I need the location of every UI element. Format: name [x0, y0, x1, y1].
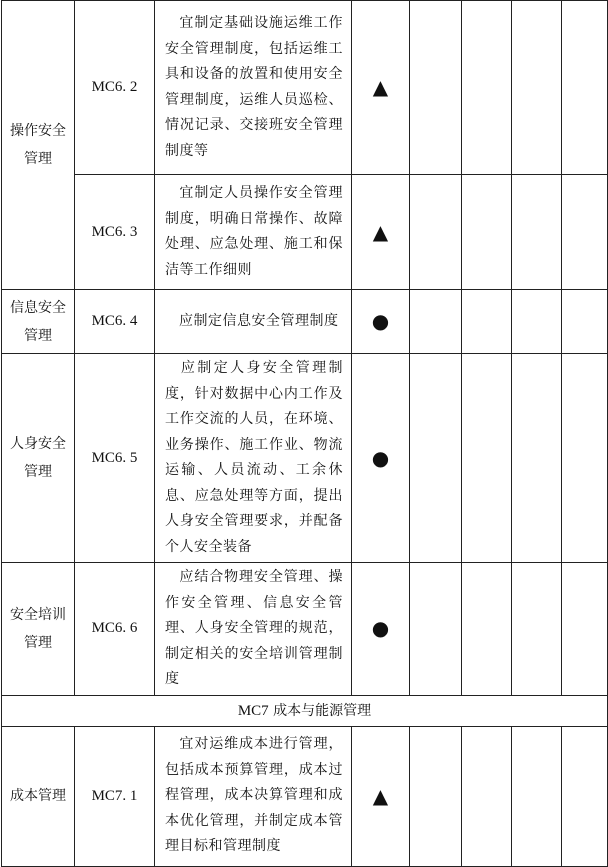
empty-cell	[462, 175, 512, 290]
empty-cell	[512, 1, 562, 175]
empty-cell	[410, 1, 462, 175]
description-cell	[155, 1, 352, 175]
description-cell	[155, 290, 352, 354]
description-text: 应制定人身安全管理制度，针对数据中心内工作及工作交流的人员，在环境、业务操作、施工作业、物流运输、人员流动、工余休息、应急处理等方面，提出人身安全管理要求，并配备个人安全装备	[165, 360, 343, 555]
table-row	[2, 354, 608, 563]
empty-cell	[512, 726, 562, 866]
table-row	[2, 563, 608, 696]
table-row	[2, 175, 608, 290]
category-cell: 信息安全管理	[2, 290, 75, 354]
empty-cell	[562, 175, 608, 290]
empty-cell	[410, 175, 462, 290]
mark-triangle-icon: ▲	[352, 726, 410, 866]
mark-circle-icon: ●	[352, 563, 410, 696]
standards-table	[1, 0, 608, 867]
empty-cell	[462, 290, 512, 354]
description-cell	[155, 354, 352, 563]
code-cell: MC6. 6	[75, 563, 155, 696]
empty-cell	[462, 726, 512, 866]
category-cell: 安全培训管理	[2, 563, 75, 696]
section-code: MC7	[237, 702, 269, 719]
empty-cell	[462, 354, 512, 563]
empty-cell	[562, 354, 608, 563]
code-cell: MC6. 3	[75, 175, 155, 290]
code-cell: MC6. 4	[75, 290, 155, 354]
table-row	[2, 1, 608, 175]
category-cell: 人身安全管理	[2, 354, 75, 563]
description-text: 宜制定人员操作安全管理制度，明确日常操作、故障处理、应急处理、施工和保洁等工作细则	[165, 185, 343, 278]
code-cell: MC6. 5	[75, 354, 155, 563]
description-cell	[155, 726, 352, 866]
description-text: 应制定信息安全管理制度	[179, 312, 339, 329]
empty-cell	[410, 563, 462, 696]
code-cell: MC7. 1	[75, 726, 155, 866]
empty-cell	[562, 563, 608, 696]
empty-cell	[562, 1, 608, 175]
mark-circle-icon: ●	[352, 354, 410, 563]
section-header	[2, 695, 608, 726]
code-cell: MC6. 2	[75, 1, 155, 175]
category-cell: 操作安全管理	[2, 1, 75, 290]
description-text: 宜制定基础设施运维工作安全管理制度，包括运维工具和设备的放置和使用安全管理制度，运维人员巡检、情况记录、交接班安全管理制度等	[165, 15, 343, 159]
section-header-row	[2, 695, 608, 726]
empty-cell	[462, 1, 512, 175]
empty-cell	[512, 354, 562, 563]
description-text: 应结合物理安全管理、操作安全管理、信息安全管理、人身安全管理的规范，制定相关的安全培训管理制度	[165, 569, 343, 687]
empty-cell	[462, 563, 512, 696]
mark-triangle-icon: ▲	[352, 175, 410, 290]
empty-cell	[562, 290, 608, 354]
empty-cell	[512, 290, 562, 354]
section-title: 成本与能源管理	[273, 702, 372, 719]
mark-circle-icon: ●	[352, 290, 410, 354]
description-cell	[155, 563, 352, 696]
category-cell: 成本管理	[2, 726, 75, 866]
table-row	[2, 290, 608, 354]
table-row	[2, 726, 608, 866]
empty-cell	[512, 563, 562, 696]
empty-cell	[512, 175, 562, 290]
empty-cell	[562, 726, 608, 866]
empty-cell	[410, 726, 462, 866]
empty-cell	[410, 354, 462, 563]
mark-triangle-icon: ▲	[352, 1, 410, 175]
empty-cell	[410, 290, 462, 354]
description-text: 宜对运维成本进行管理，包括成本预算管理，成本过程管理，成本决算管理和成本优化管理，并制定成本管理目标和管理制度	[165, 736, 343, 855]
description-cell	[155, 175, 352, 290]
